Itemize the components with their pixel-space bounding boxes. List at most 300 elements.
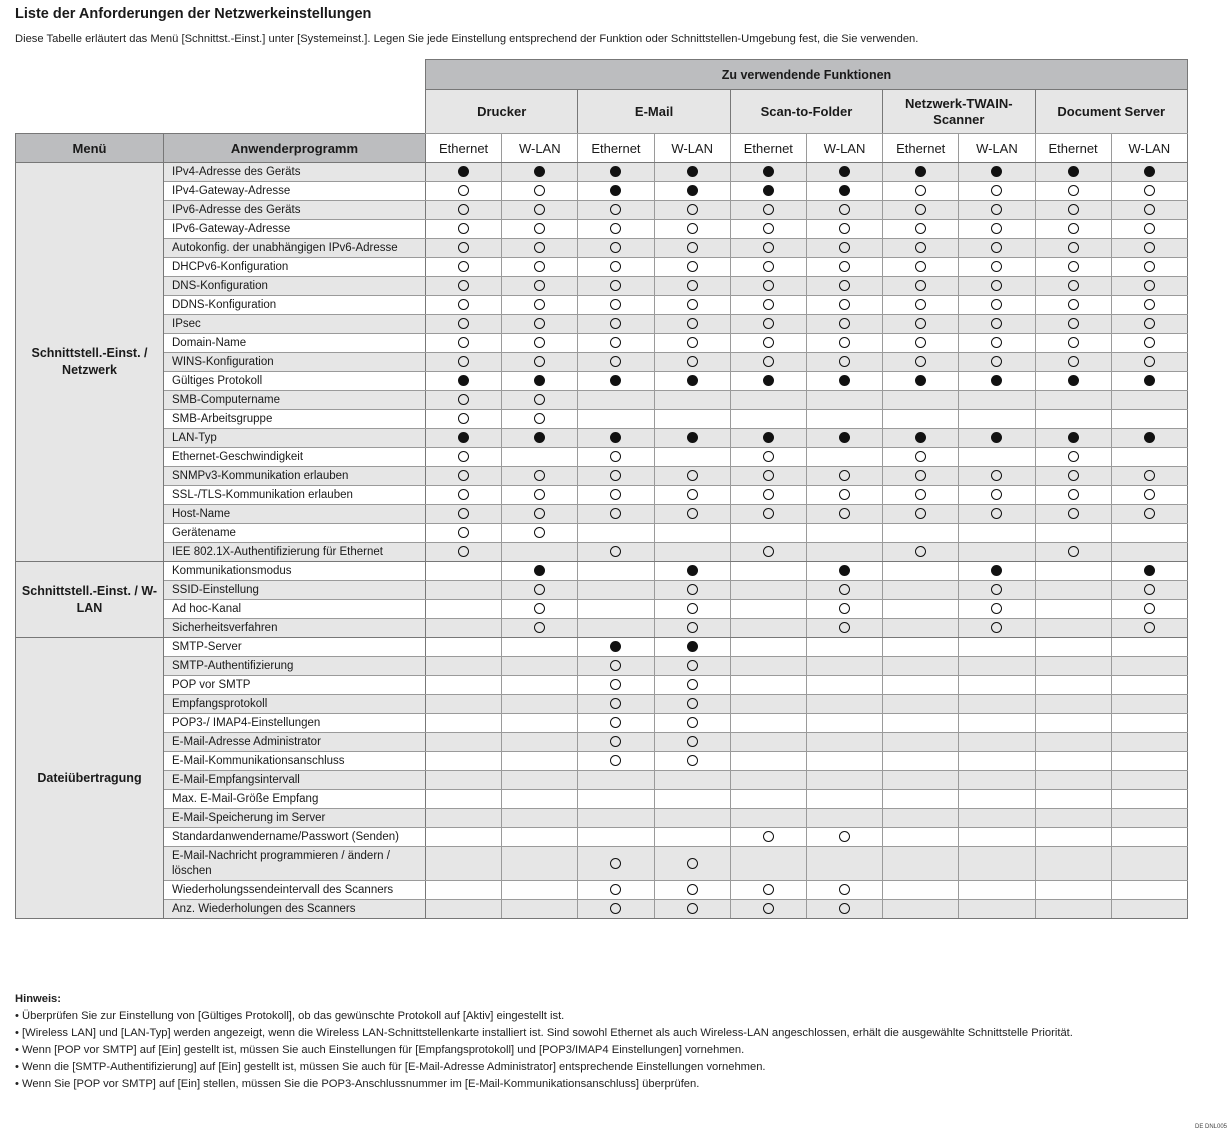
requirement-cell	[1035, 638, 1111, 657]
empty-circle-icon	[915, 508, 926, 519]
empty-circle-icon	[610, 736, 621, 747]
sub-column-header: Ethernet	[1035, 134, 1111, 163]
empty-circle-icon	[610, 858, 621, 869]
empty-circle-icon	[1144, 280, 1155, 291]
setting-label: Gerätename	[164, 524, 426, 543]
requirement-cell	[730, 258, 806, 277]
empty-circle-icon	[687, 356, 698, 367]
table-row	[16, 163, 1188, 182]
empty-circle-icon	[1144, 470, 1155, 481]
empty-circle-icon	[687, 223, 698, 234]
requirement-cell	[654, 657, 730, 676]
requirement-cell	[502, 277, 578, 296]
requirement-cell	[806, 334, 882, 353]
setting-label: POP vor SMTP	[164, 676, 426, 695]
setting-label: SSID-Einstellung	[164, 581, 426, 600]
table-row	[16, 296, 1188, 315]
empty-circle-icon	[763, 451, 774, 462]
empty-circle-icon	[687, 603, 698, 614]
requirement-cell	[426, 619, 502, 638]
setting-label: Gültiges Protokoll	[164, 372, 426, 391]
requirement-cell	[959, 258, 1035, 277]
empty-circle-icon	[839, 584, 850, 595]
requirement-cell	[1035, 809, 1111, 828]
filled-circle-icon	[991, 565, 1002, 576]
empty-circle-icon	[458, 337, 469, 348]
sub-column-header: W-LAN	[1111, 134, 1187, 163]
requirement-cell	[1111, 220, 1187, 239]
requirement-cell	[806, 619, 882, 638]
empty-circle-icon	[458, 356, 469, 367]
table-row	[16, 486, 1188, 505]
requirement-cell	[654, 771, 730, 790]
requirement-cell	[806, 771, 882, 790]
requirement-cell	[426, 881, 502, 900]
table-row	[16, 410, 1188, 429]
filled-circle-icon	[763, 375, 774, 386]
requirement-cell	[806, 600, 882, 619]
empty-circle-icon	[610, 698, 621, 709]
requirement-cell	[1035, 258, 1111, 277]
empty-circle-icon	[1144, 223, 1155, 234]
requirement-cell	[578, 239, 654, 258]
empty-circle-icon	[763, 356, 774, 367]
requirement-cell	[730, 182, 806, 201]
requirement-cell	[1035, 543, 1111, 562]
sub-column-header: Ethernet	[883, 134, 959, 163]
requirement-cell	[1035, 486, 1111, 505]
empty-circle-icon	[687, 489, 698, 500]
requirement-cell	[1035, 182, 1111, 201]
notes	[15, 991, 1073, 1093]
requirement-cell	[578, 201, 654, 220]
filled-circle-icon	[534, 375, 545, 386]
requirement-cell	[654, 543, 730, 562]
empty-circle-icon	[1144, 508, 1155, 519]
requirement-cell	[806, 410, 882, 429]
requirement-cell	[959, 790, 1035, 809]
requirement-cell	[502, 638, 578, 657]
empty-circle-icon	[915, 299, 926, 310]
empty-circle-icon	[991, 261, 1002, 272]
empty-circle-icon	[991, 204, 1002, 215]
requirement-cell	[654, 182, 730, 201]
requirement-cell	[806, 277, 882, 296]
setting-label: Autokonfig. der unabhängigen IPv6-Adresse	[164, 239, 426, 258]
requirement-cell	[730, 581, 806, 600]
requirement-cell	[654, 201, 730, 220]
requirement-cell	[426, 638, 502, 657]
empty-circle-icon	[839, 884, 850, 895]
empty-circle-icon	[1144, 603, 1155, 614]
requirement-cell	[806, 809, 882, 828]
filled-circle-icon	[1068, 375, 1079, 386]
requirement-cell	[426, 334, 502, 353]
setting-label: Ad hoc-Kanal	[164, 600, 426, 619]
empty-circle-icon	[687, 204, 698, 215]
menu-cell: Schnittstell.-Einst. / W-LAN	[16, 562, 164, 638]
empty-circle-icon	[991, 318, 1002, 329]
setting-label: SNMPv3-Kommunikation erlauben	[164, 467, 426, 486]
requirement-cell	[502, 733, 578, 752]
filled-circle-icon	[687, 641, 698, 652]
filled-circle-icon	[763, 185, 774, 196]
requirement-cell	[806, 847, 882, 881]
setting-label: DHCPv6-Konfiguration	[164, 258, 426, 277]
requirement-cell	[1035, 752, 1111, 771]
empty-circle-icon	[687, 736, 698, 747]
requirement-cell	[806, 296, 882, 315]
requirement-cell	[730, 524, 806, 543]
empty-circle-icon	[687, 242, 698, 253]
requirement-cell	[1111, 429, 1187, 448]
filled-circle-icon	[1068, 432, 1079, 443]
filled-circle-icon	[839, 166, 850, 177]
empty-circle-icon	[1068, 451, 1079, 462]
requirement-cell	[578, 847, 654, 881]
menu-cell: Dateiübertragung	[16, 638, 164, 919]
requirement-cell	[883, 695, 959, 714]
requirement-cell	[1035, 163, 1111, 182]
empty-circle-icon	[1068, 223, 1079, 234]
requirement-cell	[730, 429, 806, 448]
empty-circle-icon	[991, 584, 1002, 595]
requirement-cell	[730, 239, 806, 258]
requirement-cell	[959, 220, 1035, 239]
empty-circle-icon	[610, 679, 621, 690]
empty-circle-icon	[839, 280, 850, 291]
requirement-cell	[959, 581, 1035, 600]
empty-circle-icon	[991, 242, 1002, 253]
filled-circle-icon	[915, 432, 926, 443]
empty-circle-icon	[915, 223, 926, 234]
requirement-cell	[1111, 847, 1187, 881]
requirement-cell	[654, 881, 730, 900]
requirement-cell	[806, 543, 882, 562]
requirement-cell	[1035, 790, 1111, 809]
empty-circle-icon	[839, 603, 850, 614]
requirement-cell	[502, 828, 578, 847]
empty-circle-icon	[458, 223, 469, 234]
requirement-cell	[883, 619, 959, 638]
empty-circle-icon	[915, 261, 926, 272]
filled-circle-icon	[915, 166, 926, 177]
sub-column-header: W-LAN	[959, 134, 1035, 163]
empty-circle-icon	[687, 698, 698, 709]
empty-circle-icon	[839, 299, 850, 310]
empty-circle-icon	[458, 280, 469, 291]
requirement-cell	[959, 505, 1035, 524]
requirement-cell	[1111, 600, 1187, 619]
requirement-cell	[1035, 334, 1111, 353]
empty-circle-icon	[763, 242, 774, 253]
table-row	[16, 543, 1188, 562]
requirement-cell	[502, 543, 578, 562]
empty-circle-icon	[763, 337, 774, 348]
requirement-cell	[426, 220, 502, 239]
requirement-cell	[578, 410, 654, 429]
requirement-cell	[806, 315, 882, 334]
requirement-cell	[578, 881, 654, 900]
setting-label: DNS-Konfiguration	[164, 277, 426, 296]
functions-header: Zu verwendende Funktionen	[426, 60, 1188, 90]
requirement-cell	[1111, 239, 1187, 258]
requirement-cell	[1111, 505, 1187, 524]
empty-circle-icon	[610, 223, 621, 234]
empty-circle-icon	[1068, 337, 1079, 348]
empty-circle-icon	[915, 242, 926, 253]
requirement-cell	[578, 543, 654, 562]
requirement-cell	[959, 600, 1035, 619]
setting-label: IEE 802.1X-Authentifizierung für Ethernet	[164, 543, 426, 562]
filled-circle-icon	[610, 375, 621, 386]
empty-circle-icon	[839, 903, 850, 914]
table-row	[16, 372, 1188, 391]
requirement-cell	[806, 581, 882, 600]
table-row	[16, 524, 1188, 543]
empty-circle-icon	[839, 831, 850, 842]
requirement-cell	[959, 847, 1035, 881]
requirement-cell	[502, 315, 578, 334]
table-row	[16, 505, 1188, 524]
table-row	[16, 448, 1188, 467]
requirement-cell	[426, 505, 502, 524]
requirement-cell	[1035, 676, 1111, 695]
requirement-cell	[654, 296, 730, 315]
empty-circle-icon	[763, 280, 774, 291]
requirement-cell	[883, 581, 959, 600]
empty-circle-icon	[839, 470, 850, 481]
requirement-cell	[654, 372, 730, 391]
filled-circle-icon	[1144, 166, 1155, 177]
requirement-cell	[426, 372, 502, 391]
requirement-cell	[502, 562, 578, 581]
empty-circle-icon	[458, 185, 469, 196]
empty-circle-icon	[915, 451, 926, 462]
requirement-cell	[1035, 881, 1111, 900]
requirement-cell	[502, 581, 578, 600]
requirement-cell	[1111, 448, 1187, 467]
requirement-cell	[654, 353, 730, 372]
requirement-cell	[1035, 239, 1111, 258]
requirement-cell	[1111, 467, 1187, 486]
requirement-cell	[730, 695, 806, 714]
requirement-cell	[1035, 505, 1111, 524]
empty-circle-icon	[534, 356, 545, 367]
requirement-cell	[654, 277, 730, 296]
requirement-cell	[1035, 391, 1111, 410]
requirement-cell	[959, 467, 1035, 486]
requirement-cell	[654, 790, 730, 809]
empty-circle-icon	[915, 489, 926, 500]
requirement-cell	[806, 467, 882, 486]
requirement-cell	[806, 881, 882, 900]
requirement-cell	[806, 524, 882, 543]
filled-circle-icon	[458, 166, 469, 177]
requirement-cell	[883, 391, 959, 410]
requirement-cell	[426, 277, 502, 296]
requirement-cell	[578, 391, 654, 410]
empty-circle-icon	[839, 261, 850, 272]
requirement-cell	[1111, 410, 1187, 429]
empty-circle-icon	[915, 318, 926, 329]
requirement-cell	[654, 562, 730, 581]
sub-column-header: Ethernet	[730, 134, 806, 163]
requirement-cell	[1111, 771, 1187, 790]
requirement-cell	[883, 600, 959, 619]
empty-circle-icon	[839, 489, 850, 500]
requirement-cell	[502, 600, 578, 619]
requirement-cell	[883, 714, 959, 733]
requirement-cell	[959, 391, 1035, 410]
requirement-cell	[426, 828, 502, 847]
requirement-cell	[426, 391, 502, 410]
requirement-cell	[426, 429, 502, 448]
requirement-cell	[959, 714, 1035, 733]
requirement-cell	[1035, 562, 1111, 581]
filled-circle-icon	[687, 432, 698, 443]
table-row	[16, 562, 1188, 581]
setting-label: Anz. Wiederholungen des Scanners	[164, 900, 426, 919]
empty-circle-icon	[458, 261, 469, 272]
requirement-cell	[426, 676, 502, 695]
setting-label: IPv6-Adresse des Geräts	[164, 201, 426, 220]
requirement-cell	[654, 505, 730, 524]
requirement-cell	[806, 372, 882, 391]
empty-circle-icon	[687, 858, 698, 869]
requirement-cell	[959, 638, 1035, 657]
requirement-cell	[426, 353, 502, 372]
empty-circle-icon	[458, 451, 469, 462]
requirement-cell	[806, 258, 882, 277]
requirement-cell	[426, 790, 502, 809]
empty-circle-icon	[534, 489, 545, 500]
empty-circle-icon	[458, 413, 469, 424]
header-blank	[16, 60, 426, 134]
requirement-cell	[426, 258, 502, 277]
empty-circle-icon	[763, 223, 774, 234]
menu-cell: Schnittstell.-Einst. / Netzwerk	[16, 163, 164, 562]
requirement-cell	[959, 524, 1035, 543]
requirement-cell	[654, 847, 730, 881]
empty-circle-icon	[1144, 185, 1155, 196]
filled-circle-icon	[763, 432, 774, 443]
requirement-cell	[806, 391, 882, 410]
empty-circle-icon	[534, 603, 545, 614]
filled-circle-icon	[610, 641, 621, 652]
requirement-cell	[730, 733, 806, 752]
requirement-cell	[502, 429, 578, 448]
empty-circle-icon	[458, 242, 469, 253]
requirement-cell	[730, 448, 806, 467]
requirement-cell	[578, 581, 654, 600]
empty-circle-icon	[610, 755, 621, 766]
empty-circle-icon	[915, 356, 926, 367]
requirement-cell	[806, 239, 882, 258]
filled-circle-icon	[839, 565, 850, 576]
empty-circle-icon	[1144, 622, 1155, 633]
empty-circle-icon	[534, 470, 545, 481]
empty-circle-icon	[534, 204, 545, 215]
requirement-cell	[502, 881, 578, 900]
requirement-cell	[502, 353, 578, 372]
requirement-cell	[426, 562, 502, 581]
empty-circle-icon	[915, 204, 926, 215]
filled-circle-icon	[839, 185, 850, 196]
requirement-cell	[426, 163, 502, 182]
requirement-cell	[806, 752, 882, 771]
setting-label: Wiederholungssendeintervall des Scanners	[164, 881, 426, 900]
empty-circle-icon	[915, 470, 926, 481]
requirement-cell	[806, 220, 882, 239]
table-row	[16, 315, 1188, 334]
requirement-cell	[502, 391, 578, 410]
requirement-cell	[578, 429, 654, 448]
requirement-cell	[654, 828, 730, 847]
requirement-cell	[426, 581, 502, 600]
requirement-cell	[959, 163, 1035, 182]
setting-label: Ethernet-Geschwindigkeit	[164, 448, 426, 467]
filled-circle-icon	[687, 166, 698, 177]
setting-label: Kommunikationsmodus	[164, 562, 426, 581]
filled-circle-icon	[610, 166, 621, 177]
requirement-cell	[730, 334, 806, 353]
requirement-cell	[883, 676, 959, 695]
note-item: • Überprüfen Sie zur Einstellung von [Gültiges Protokoll], ob das gewünschte Protokoll auf [Aktiv] eingestellt ist.	[15, 1010, 565, 1022]
setting-label: IPv4-Gateway-Adresse	[164, 182, 426, 201]
requirement-cell	[654, 714, 730, 733]
requirement-cell	[426, 657, 502, 676]
empty-circle-icon	[763, 318, 774, 329]
empty-circle-icon	[534, 280, 545, 291]
empty-circle-icon	[839, 356, 850, 367]
empty-circle-icon	[1144, 356, 1155, 367]
requirement-cell	[806, 790, 882, 809]
setting-label: Host-Name	[164, 505, 426, 524]
empty-circle-icon	[458, 394, 469, 405]
requirement-cell	[426, 296, 502, 315]
requirement-cell	[959, 201, 1035, 220]
requirement-cell	[883, 448, 959, 467]
requirement-cell	[1111, 881, 1187, 900]
requirement-cell	[806, 676, 882, 695]
filled-circle-icon	[534, 432, 545, 443]
empty-circle-icon	[458, 318, 469, 329]
requirement-cell	[1035, 657, 1111, 676]
requirement-cell	[1111, 258, 1187, 277]
table-row	[16, 429, 1188, 448]
setting-label: SMTP-Authentifizierung	[164, 657, 426, 676]
empty-circle-icon	[991, 603, 1002, 614]
requirement-cell	[654, 239, 730, 258]
empty-circle-icon	[915, 280, 926, 291]
requirement-cell	[883, 220, 959, 239]
table-row	[16, 638, 1188, 657]
requirement-cell	[654, 220, 730, 239]
requirement-cell	[578, 828, 654, 847]
filled-circle-icon	[687, 565, 698, 576]
empty-circle-icon	[610, 546, 621, 557]
empty-circle-icon	[763, 261, 774, 272]
empty-circle-icon	[534, 261, 545, 272]
requirement-cell	[883, 752, 959, 771]
setting-label: SSL-/TLS-Kommunikation erlauben	[164, 486, 426, 505]
empty-circle-icon	[610, 356, 621, 367]
requirement-cell	[578, 258, 654, 277]
requirement-cell	[883, 881, 959, 900]
requirement-cell	[502, 676, 578, 695]
requirement-cell	[959, 881, 1035, 900]
